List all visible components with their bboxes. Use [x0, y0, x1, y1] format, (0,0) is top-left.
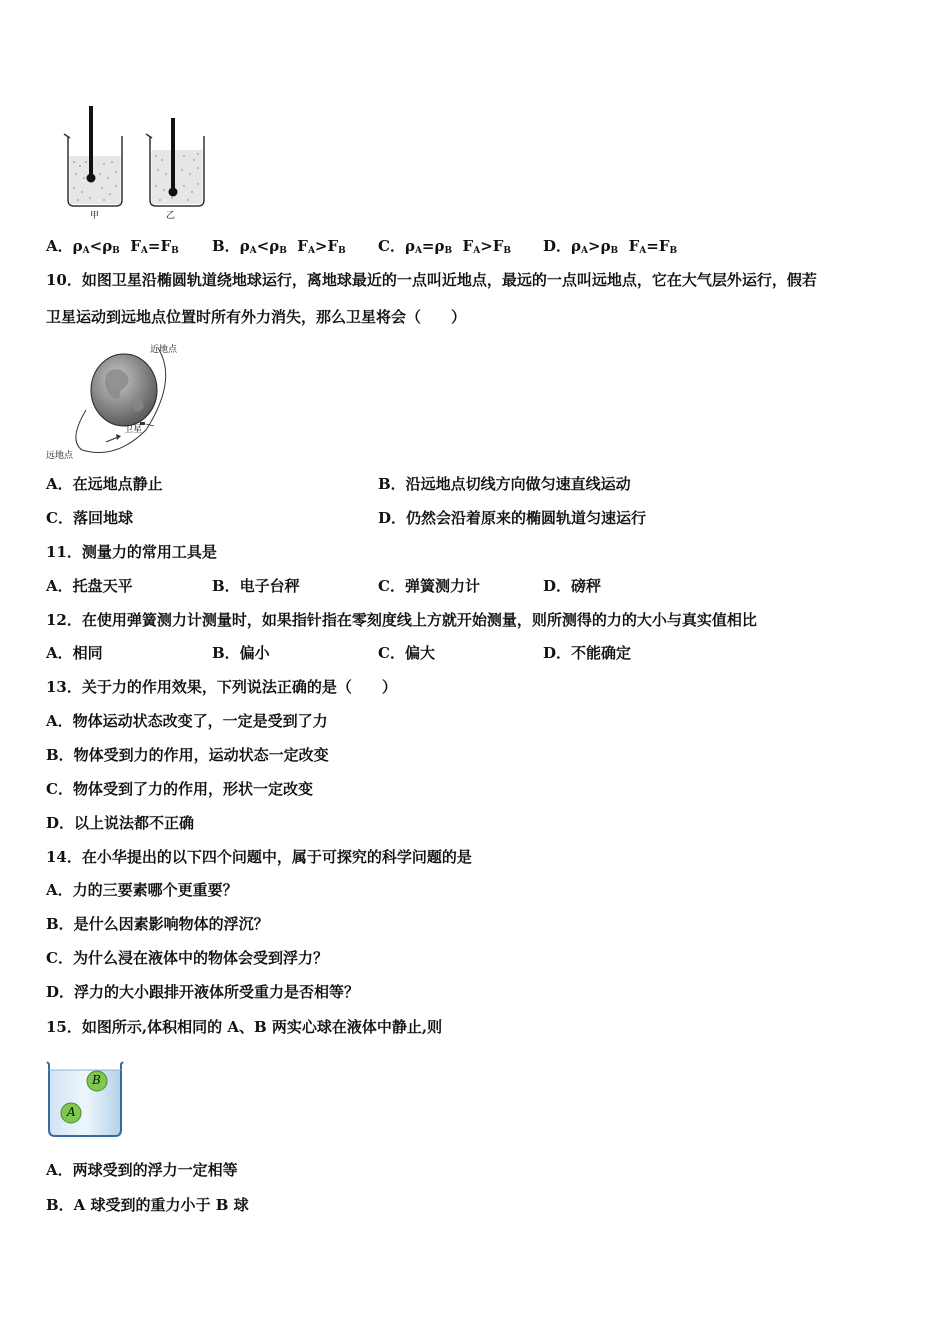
- q15-option-b[interactable]: B．A 球受到的重力小于 B 球: [46, 1196, 249, 1214]
- fig-label-yi: 乙: [166, 211, 176, 221]
- q11-option-a[interactable]: A．托盘天平: [46, 577, 133, 595]
- ball-b-label: B: [92, 1073, 101, 1087]
- q10-option-a[interactable]: A．在远地点静止: [46, 475, 163, 493]
- q9-option-a[interactable]: A．$\rho_A<\rho_B$ $F_A=F_B$: [46, 237, 179, 256]
- liquid-right: [152, 150, 203, 204]
- q12-option-d[interactable]: D．不能确定: [543, 644, 632, 662]
- q13-option-b[interactable]: B．物体受到力的作用，运动状态一定改变: [46, 746, 329, 764]
- q10-figure: [46, 340, 186, 462]
- q9-option-d[interactable]: D．$\rho_A>\rho_B$ $F_A=F_B$: [543, 237, 678, 256]
- q14-option-c[interactable]: C．为什么浸在液体中的物体会受到浮力？: [46, 949, 328, 967]
- q10-stem-line2: 卫星运动到远地点位置时所有外力消失，那么卫星将会（ ）: [46, 308, 467, 326]
- q12-option-a[interactable]: A．相同: [46, 644, 103, 662]
- q15-stem: 15．如图所示,体积相同的 A、B 两实心球在液体中静止,则: [46, 1018, 443, 1036]
- q11-option-b[interactable]: B．电子台秤: [212, 577, 300, 595]
- fig-label-jia: 甲: [90, 211, 100, 221]
- q12-stem: 12．在使用弹簧测力计测量时，如果指针指在零刻度线上方就开始测量，则所测得的力的大小与真实值相比: [46, 611, 757, 629]
- q12-option-b[interactable]: B．偏小: [212, 644, 270, 662]
- q10-stem-line1: 10．如图卫星沿椭圆轨道绕地球运行，离地球最近的一点叫近地点，最远的一点叫远地点，它在大气层外运行，假若: [46, 271, 817, 289]
- label-satellite: 卫星: [124, 425, 143, 435]
- q13-option-d[interactable]: D．以上说法都不正确: [46, 814, 195, 832]
- q13-stem: 13．关于力的作用效果，下列说法正确的是（ ）: [46, 678, 397, 696]
- q10-option-c[interactable]: C．落回地球: [46, 509, 133, 527]
- q15-option-a[interactable]: A．两球受到的浮力一定相等: [46, 1161, 238, 1179]
- beakers-diagram: [60, 100, 210, 222]
- q14-option-b[interactable]: B．是什么因素影响物体的浮沉？: [46, 915, 269, 933]
- q10-option-b[interactable]: B．沿远地点切线方向做匀速直线运动: [378, 475, 631, 493]
- earth: [91, 354, 157, 426]
- q11-option-d[interactable]: D．磅秤: [543, 577, 602, 595]
- q13-option-a[interactable]: A．物体运动状态改变了，一定是受到了力: [46, 712, 328, 730]
- q9-option-b[interactable]: B．$\rho_A<\rho_B$ $F_A>F_B$: [212, 237, 346, 256]
- beaker-balls-diagram: [44, 1058, 126, 1140]
- q11-stem: 11．测量力的常用工具是: [46, 543, 217, 561]
- earth-orbit-diagram: [46, 340, 186, 462]
- q9-figure: [60, 100, 210, 222]
- q13-option-c[interactable]: C．物体受到了力的作用，形状一定改变: [46, 780, 313, 798]
- q12-option-c[interactable]: C．偏大: [378, 644, 435, 662]
- q14-stem: 14．在小华提出的以下四个问题中，属于可探究的科学问题的是: [46, 848, 472, 866]
- label-near-point: 近地点: [150, 345, 178, 355]
- q10-option-d[interactable]: D．仍然会沿着原来的椭圆轨道匀速运行: [378, 509, 647, 527]
- label-far-point: 远地点: [46, 451, 74, 461]
- q15-figure: [44, 1058, 126, 1140]
- ball-a-label: A: [67, 1105, 76, 1119]
- q11-option-c[interactable]: C．弹簧测力计: [378, 577, 480, 595]
- q9-option-c[interactable]: C．$\rho_A=\rho_B$ $F_A>F_B$: [378, 237, 512, 256]
- q14-option-d[interactable]: D．浮力的大小跟排开液体所受重力是否相等？: [46, 983, 360, 1001]
- q14-option-a[interactable]: A．力的三要素哪个更重要？: [46, 881, 238, 899]
- liquid: [49, 1070, 121, 1136]
